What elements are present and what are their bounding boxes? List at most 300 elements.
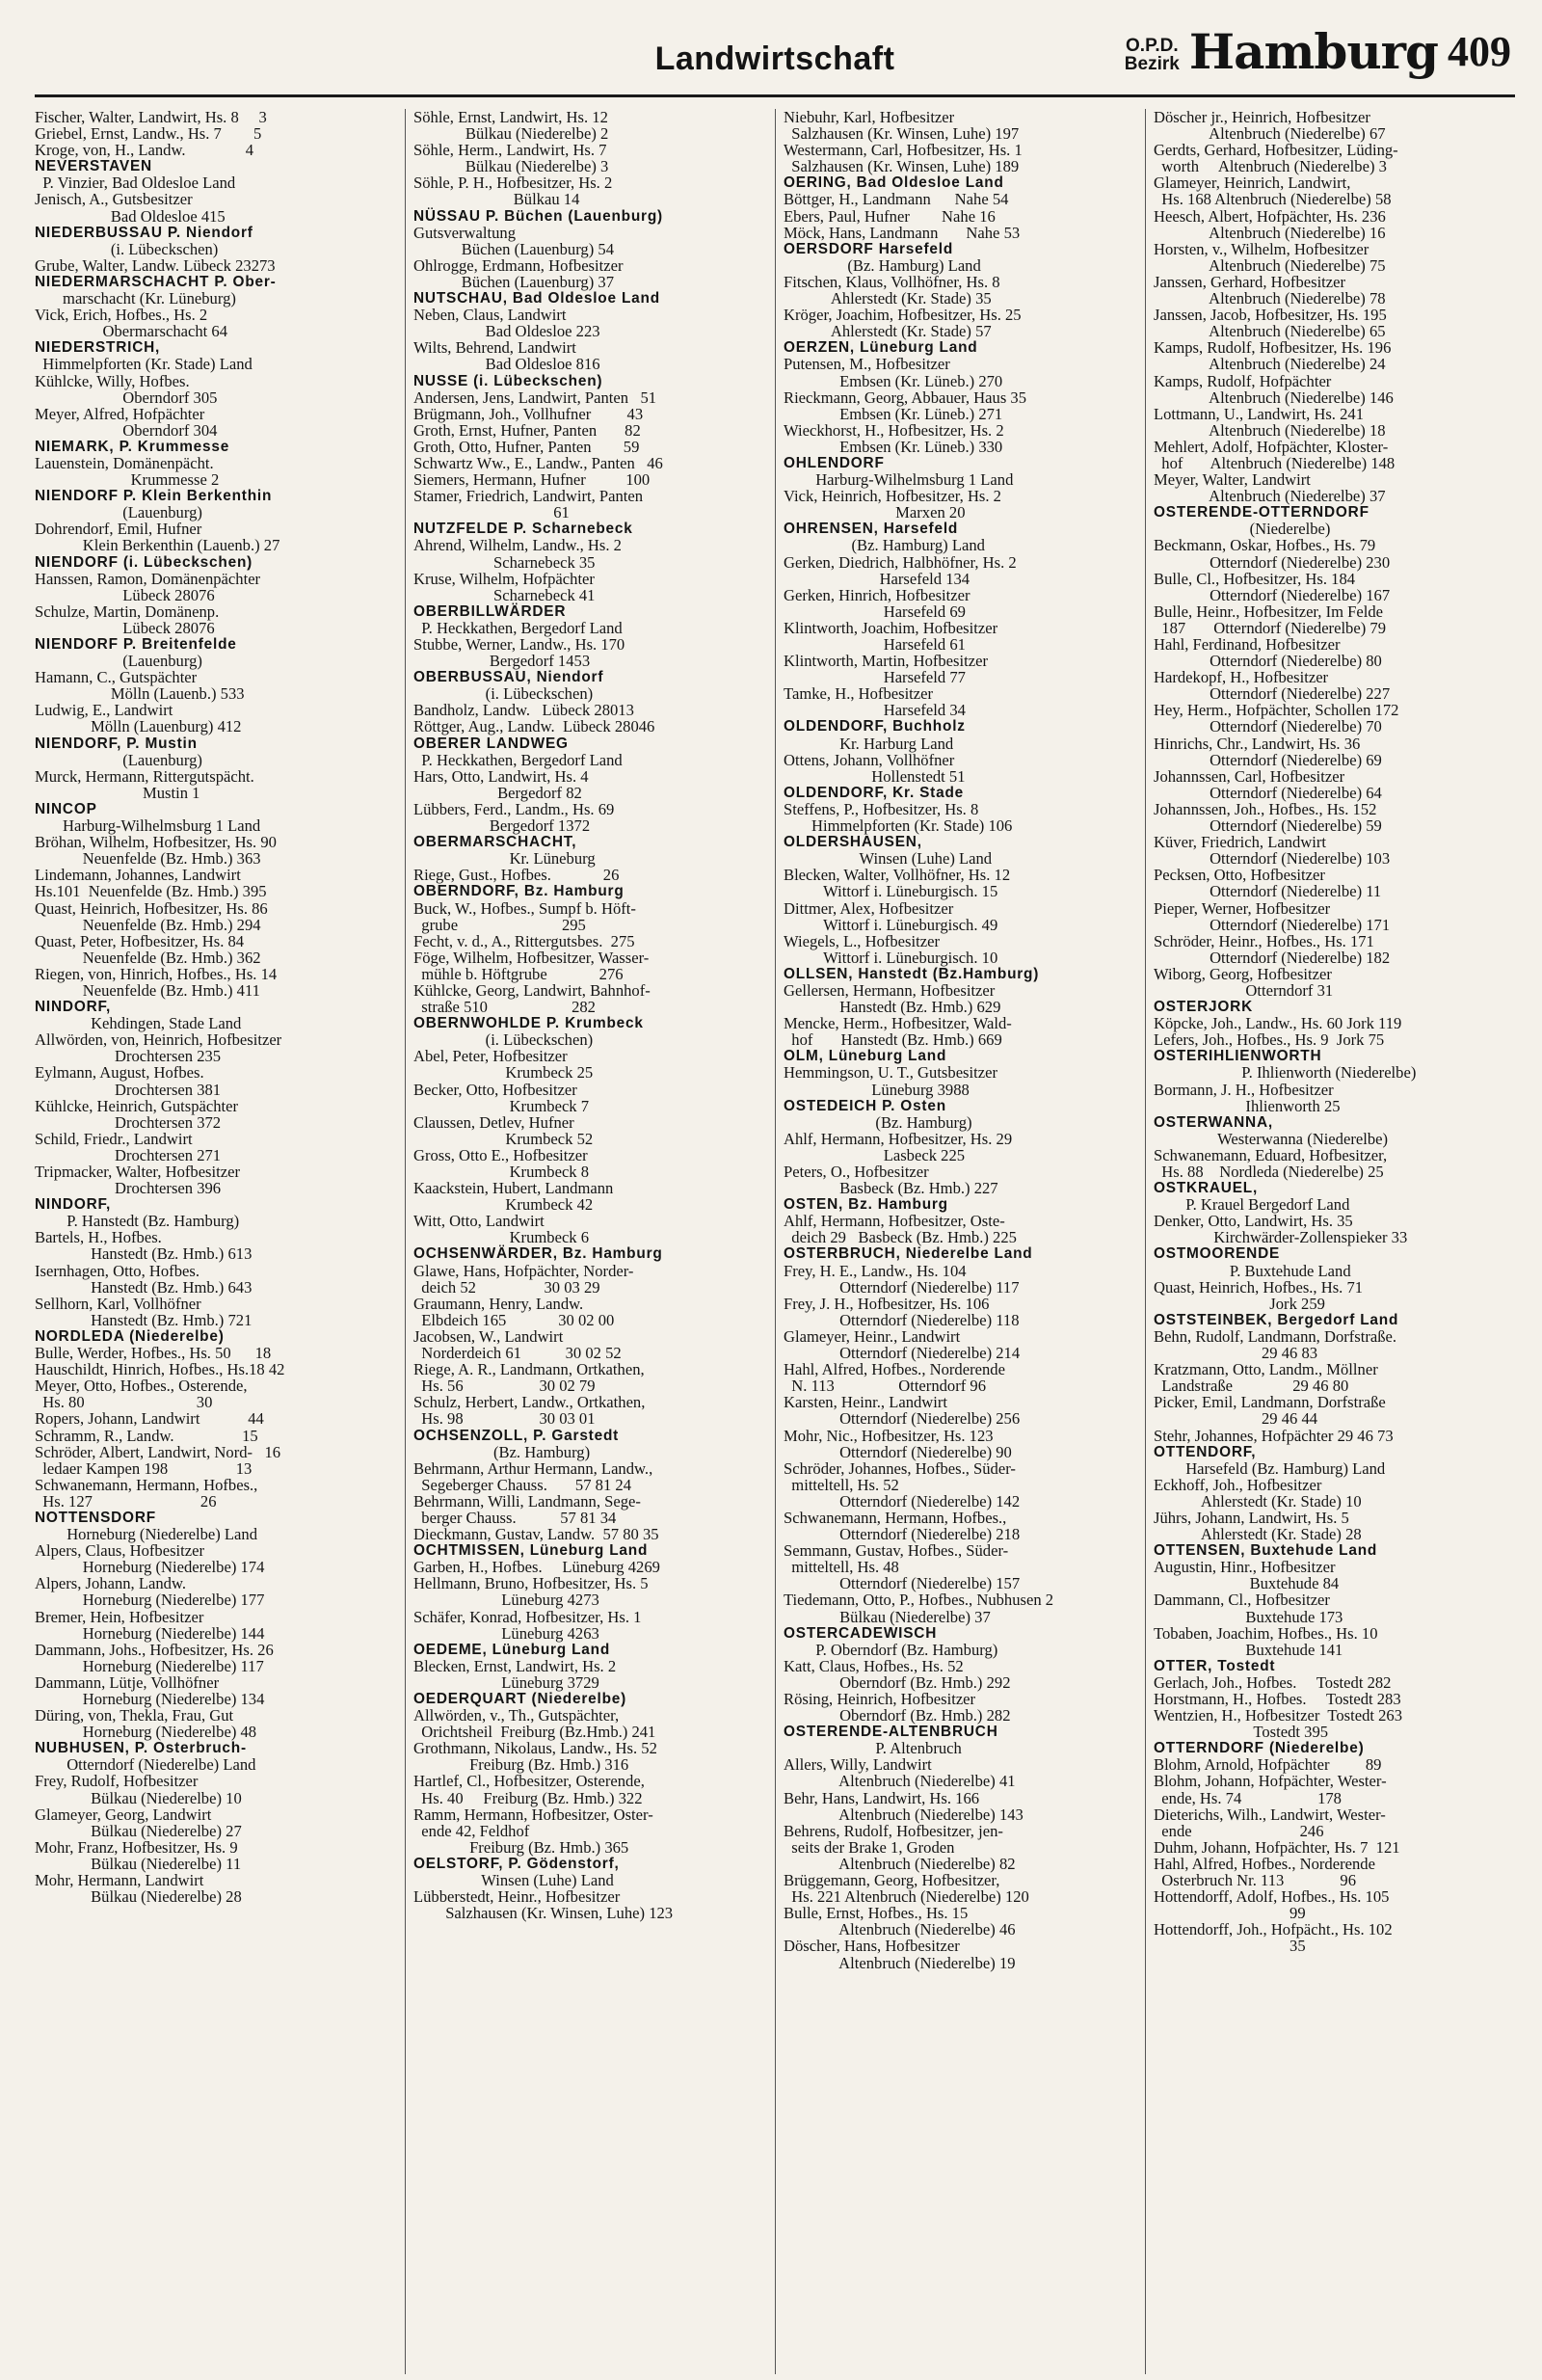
entry-line: Otterndorf (Niederelbe) 142 — [784, 1491, 1021, 1511]
place-heading: OELSTORF, P. Gödenstorf, — [413, 1855, 620, 1872]
entry-line: Alpers, Johann, Landw. — [35, 1574, 186, 1593]
page-number: 409 — [1448, 28, 1511, 75]
entry-line: Elbdeich 165 30 02 00 — [413, 1310, 615, 1329]
entry-line: Vick, Erich, Hofbes., Hs. 2 — [35, 306, 208, 325]
entry-line: Altenbruch (Niederelbe) 75 — [1154, 255, 1386, 275]
entry-line: Otterndorf (Niederelbe) 214 — [784, 1344, 1021, 1363]
place-heading: NIEDERSTRICH, — [35, 339, 161, 357]
entry-line: hof Hanstedt (Bz. Hmb.) 669 — [784, 1030, 1002, 1050]
entry-line: Schwartz Ww., E., Landw., Panten 46 — [413, 453, 663, 472]
entry-line: Alpers, Claus, Hofbesitzer — [35, 1541, 205, 1561]
entry-line: Hs. 127 26 — [35, 1491, 217, 1511]
entry-line: Altenbruch (Niederelbe) 143 — [784, 1805, 1024, 1824]
place-heading: OHLENDORF — [784, 454, 885, 471]
entry-line: Bad Oldesloe 816 — [413, 355, 600, 374]
entry-line: Norderdeich 61 30 02 52 — [413, 1344, 622, 1363]
place-heading: OTTERNDORF (Niederelbe) — [1154, 1740, 1365, 1757]
entry-line: deich 52 30 03 29 — [413, 1277, 600, 1297]
city-name: Hamburg — [1188, 23, 1438, 80]
place-heading: OSTERBRUCH, Niederelbe Land — [784, 1245, 1033, 1263]
entry-line: Himmelpforten (Kr. Stade) 106 — [784, 816, 1013, 836]
entry-line: Duhm, Johann, Hofpächter, Hs. 7 121 — [1154, 1837, 1400, 1857]
entry-line: Oberndorf (Bz. Hmb.) 292 — [784, 1672, 1011, 1692]
entry-line: Horneburg (Niederelbe) 48 — [35, 1723, 257, 1742]
entry-line: Bad Oldesloe 415 — [35, 206, 226, 226]
entry-line: Schröder, Albert, Landwirt, Nord- 16 — [35, 1442, 281, 1461]
entry-line: Katt, Claus, Hofbes., Hs. 52 — [784, 1656, 964, 1675]
entry-line: Altenbruch (Niederelbe) 82 — [784, 1854, 1016, 1873]
entry-line: Söhle, Herm., Landwirt, Hs. 7 — [413, 141, 607, 160]
entry-line: Kruse, Wilhelm, Hofpächter — [413, 569, 595, 588]
entry-line: Jenisch, A., Gutsbesitzer — [35, 190, 193, 209]
entry-line: Ropers, Johann, Landwirt 44 — [35, 1409, 264, 1429]
entry-line: Bülkau 14 — [413, 190, 580, 209]
entry-line: 29 46 83 — [1154, 1344, 1318, 1363]
entry-line: Blecken, Walter, Vollhöfner, Hs. 12 — [784, 866, 1011, 885]
entry-line: Krumbeck 6 — [413, 1228, 590, 1247]
entry-line: Hars, Otto, Landwirt, Hs. 4 — [413, 766, 589, 786]
entry-line: Horneburg (Niederelbe) 117 — [35, 1656, 264, 1675]
entry-line: Hahl, Ferdinand, Hofbesitzer — [1154, 635, 1341, 654]
entry-line: Gerlach, Joh., Hofbes. Tostedt 282 — [1154, 1672, 1392, 1692]
entry-line: Augustin, Hinr., Hofbesitzer — [1154, 1558, 1336, 1577]
entry-line: Allwörden, von, Heinrich, Hofbesitzer — [35, 1030, 282, 1050]
entry-line: Ebers, Paul, Hufner Nahe 16 — [784, 206, 996, 226]
place-heading: NIENDORF (i. Lübeckschen) — [35, 553, 253, 571]
entry-line: Bröhan, Wilhelm, Hofbesitzer, Hs. 90 — [35, 833, 277, 852]
entry-line: Buck, W., Hofbes., Sumpf b. Höft- — [413, 898, 636, 918]
entry-line: Drochtersen 271 — [35, 1145, 222, 1164]
entry-line: Ahrend, Wilhelm, Landw., Hs. 2 — [413, 536, 622, 555]
entry-line: Bormann, J. H., Hofbesitzer — [1154, 1080, 1334, 1099]
entry-line: Gerdts, Gerhard, Hofbesitzer, Lüding- — [1154, 141, 1398, 160]
entry-line: Bergedorf 1453 — [413, 652, 591, 671]
entry-line: Otterndorf (Niederelbe) 167 — [1154, 585, 1391, 604]
place-heading: NEVERSTAVEN — [35, 158, 152, 175]
entry-line: Otterndorf (Niederelbe) Land — [35, 1755, 256, 1775]
entry-line: P. Buxtehude Land — [1154, 1261, 1351, 1280]
entry-line: Wittorf i. Lüneburgisch. 15 — [784, 882, 998, 901]
entry-line: Bülkau (Niederelbe) 11 — [35, 1854, 242, 1873]
entry-line: Bülkau (Niederelbe) 10 — [35, 1788, 242, 1807]
entry-line: Drochtersen 381 — [35, 1080, 222, 1099]
entry-line: Altenbruch (Niederelbe) 41 — [784, 1772, 1016, 1791]
entry-line: Behn, Rudolf, Landmann, Dorfstraße. — [1154, 1326, 1397, 1346]
entry-line: Oberndorf 304 — [35, 420, 218, 440]
entry-line: Janssen, Gerhard, Hofbesitzer — [1154, 272, 1346, 291]
entry-line: Hs.101 Neuenfelde (Bz. Hmb.) 395 — [35, 882, 267, 901]
entry-line: Graumann, Henry, Landw. — [413, 1294, 584, 1313]
entry-line: Freiburg (Bz. Hmb.) 365 — [413, 1837, 629, 1857]
place-heading: NIENDORF, P. Mustin — [35, 735, 198, 752]
place-heading: NINDORF, — [35, 1196, 112, 1214]
entry-line: Lüneburg 4263 — [413, 1623, 599, 1643]
entry-line: Wittorf i. Lüneburgisch. 49 — [784, 915, 998, 934]
entry-line: Mölln (Lauenburg) 412 — [35, 717, 242, 736]
entry-line: Bülkau (Niederelbe) 28 — [35, 1887, 242, 1907]
place-heading: OTTER, Tostedt — [1154, 1657, 1276, 1674]
entry-line: Siemers, Hermann, Hufner 100 — [413, 470, 651, 490]
entry-line: Garben, H., Hofbes. Lüneburg 4269 — [413, 1558, 660, 1577]
entry-line: Ihlienworth 25 — [1154, 1096, 1341, 1115]
entry-line: P. Heckkathen, Bergedorf Land — [413, 618, 623, 637]
entry-line: Altenbruch (Niederelbe) 46 — [784, 1920, 1016, 1939]
entry-line: Bülkau (Niederelbe) 3 — [413, 157, 609, 176]
place-heading: OSTERIHLIENWORTH — [1154, 1048, 1322, 1065]
place-heading: OEDEME, Lüneburg Land — [413, 1641, 611, 1658]
entry-line: Hs. 40 Freiburg (Bz. Hmb.) 322 — [413, 1788, 643, 1807]
entry-line: Röttger, Aug., Landw. Lübeck 28046 — [413, 717, 655, 736]
entry-line: Lefers, Joh., Hofbes., Hs. 9 Jork 75 — [1154, 1030, 1385, 1050]
place-heading: OCHSENZOLL, P. Garstedt — [413, 1427, 620, 1444]
entry-line: Harsefeld 134 — [784, 569, 970, 588]
place-heading: OSTERWANNA, — [1154, 1113, 1273, 1131]
entry-line: Fecht, v. d., A., Rittergutsbes. 275 — [413, 931, 635, 950]
entry-line: Quast, Heinrich, Hofbesitzer, Hs. 86 — [35, 898, 268, 918]
entry-line: Otterndorf (Niederelbe) 118 — [784, 1310, 1020, 1329]
entry-line: Claussen, Detlev, Hufner — [413, 1112, 574, 1132]
place-heading: NINDORF, — [35, 999, 112, 1016]
place-heading: OERING, Bad Oldesloe Land — [784, 174, 1004, 192]
entry-line: (Niederelbe) — [1154, 520, 1331, 539]
entry-line: Otterndorf (Niederelbe) 256 — [784, 1409, 1021, 1429]
entry-line: Riegen, von, Hinrich, Hofbes., Hs. 14 — [35, 964, 278, 983]
entry-line: (Bz. Hamburg) Land — [784, 255, 981, 275]
place-heading: OSTSTEINBEK, Bergedorf Land — [1154, 1311, 1399, 1328]
entry-line: Mehlert, Adolf, Hofpächter, Kloster- — [1154, 437, 1389, 456]
entry-line: Basbeck (Bz. Hmb.) 227 — [784, 1179, 998, 1198]
place-heading: OSTERCADEWISCH — [784, 1624, 938, 1642]
entry-line: Schwanemann, Hermann, Hofbes., — [35, 1475, 258, 1494]
entry-line: (Bz. Hamburg) Land — [784, 536, 985, 555]
entry-line: Bulle, Heinr., Hofbesitzer, Im Felde — [1154, 602, 1384, 621]
entry-line: Bulle, Werder, Hofbes., Hs. 50 18 — [35, 1344, 272, 1363]
bezirk-label: Bezirk — [1124, 54, 1180, 74]
entry-line: Embsen (Kr. Lüneb.) 330 — [784, 437, 1003, 456]
entry-line: Otterndorf (Niederelbe) 69 — [1154, 750, 1382, 769]
entry-line: Tamke, H., Hofbesitzer — [784, 684, 934, 704]
entry-line: Ramm, Hermann, Hofbesitzer, Oster- — [413, 1805, 653, 1824]
entry-line: Behrmann, Willi, Landmann, Sege- — [413, 1491, 641, 1511]
entry-line: Groth, Ernst, Hufner, Panten 82 — [413, 420, 641, 440]
entry-line: Altenbruch (Niederelbe) 18 — [1154, 420, 1386, 440]
entry-line: Lasbeck 225 — [784, 1145, 966, 1164]
entry-line: 61 — [413, 503, 570, 522]
entry-line: Hellmann, Bruno, Hofbesitzer, Hs. 5 — [413, 1574, 649, 1593]
place-heading: NUSSE (i. Lübeckschen) — [413, 372, 603, 389]
entry-line: Mohr, Franz, Hofbesitzer, Hs. 9 — [35, 1837, 238, 1857]
entry-line: Bülkau (Niederelbe) 37 — [784, 1607, 991, 1626]
entry-line: Neuenfelde (Bz. Hmb.) 411 — [35, 980, 260, 1000]
entry-line: Ahlerstedt (Kr. Stade) 28 — [1154, 1525, 1362, 1544]
place-heading: OERSDORF Harsefeld — [784, 240, 954, 257]
entry-line: Altenbruch (Niederelbe) 19 — [784, 1953, 1016, 1972]
entry-line: (Bz. Hamburg) — [784, 1112, 972, 1132]
district-label — [1125, 37, 1180, 79]
place-heading: NUTSCHAU, Bad Oldesloe Land — [413, 290, 660, 308]
place-heading: OSTERJORK — [1154, 999, 1253, 1016]
entry-line: Pieper, Werner, Hofbesitzer — [1154, 898, 1331, 918]
entry-line: Jührs, Johann, Landwirt, Hs. 5 — [1154, 1508, 1349, 1527]
place-heading: OLDERSHAUSEN, — [784, 834, 922, 851]
entry-line: Frey, J. H., Hofbesitzer, Hs. 106 — [784, 1294, 990, 1313]
entry-line: Dammann, Cl., Hofbesitzer — [1154, 1591, 1330, 1610]
entry-line: ende 42, Feldhof — [413, 1821, 530, 1840]
entry-line: Schäfer, Konrad, Hofbesitzer, Hs. 1 — [413, 1607, 642, 1626]
entry-line: Krumbeck 25 — [413, 1063, 594, 1083]
entry-line: ledaer Kampen 198 13 — [35, 1458, 253, 1478]
entry-line: Behr, Hans, Landwirt, Hs. 166 — [784, 1788, 980, 1807]
entry-line: Otterndorf (Niederelbe) 80 — [1154, 652, 1382, 671]
entry-line: N. 113 Otterndorf 96 — [784, 1377, 987, 1396]
entry-line: Grothmann, Nikolaus, Landw., Hs. 52 — [413, 1739, 657, 1758]
entry-line: Söhle, Ernst, Landwirt, Hs. 12 — [413, 109, 608, 126]
entry-line: Kirchwärder-Zollenspieker 33 — [1154, 1228, 1408, 1247]
entry-line: Tripmacker, Walter, Hofbesitzer — [35, 1163, 240, 1181]
entry-line: (Lauenburg) — [35, 503, 202, 522]
entry-line: Bandholz, Landw. Lübeck 28013 — [413, 701, 634, 720]
entry-line: Salzhausen (Kr. Winsen, Luhe) 189 — [784, 157, 1020, 176]
entry-line: Bulle, Cl., Hofbesitzer, Hs. 184 — [1154, 569, 1356, 588]
entry-line: Bulle, Ernst, Hofbes., Hs. 15 — [784, 1904, 969, 1923]
entry-line: Neuenfelde (Bz. Hmb.) 294 — [35, 915, 261, 934]
entry-line: Otterndorf (Niederelbe) 64 — [1154, 783, 1382, 802]
entry-line: Brügmann, Joh., Vollhufner 43 — [413, 404, 644, 423]
entry-line: Otterndorf (Niederelbe) 171 — [1154, 915, 1391, 934]
entry-line: Landstraße 29 46 80 — [1154, 1377, 1349, 1396]
entry-line: Ahlf, Hermann, Hofbesitzer, Oste- — [784, 1212, 1005, 1231]
entry-line: Frey, H. E., Landw., Hs. 104 — [784, 1261, 967, 1280]
entry-line: 187 Otterndorf (Niederelbe) 79 — [1154, 618, 1386, 637]
entry-line: Semmann, Gustav, Hofbes., Süder- — [784, 1541, 1009, 1561]
entry-line: Kamps, Rudolf, Hofbesitzer, Hs. 196 — [1154, 338, 1392, 358]
entry-line: Abel, Peter, Hofbesitzer — [413, 1047, 568, 1066]
entry-line: Marxen 20 — [784, 503, 966, 522]
place-heading: NIENDORF P. Breitenfelde — [35, 636, 237, 653]
entry-line: Hs. 88 Nordleda (Niederelbe) 25 — [1154, 1163, 1384, 1181]
entry-line: Klintworth, Martin, Hofbesitzer — [784, 652, 988, 671]
entry-line: Schröder, Johannes, Hofbes., Süder- — [784, 1458, 1016, 1478]
entry-line: Drochtersen 396 — [35, 1179, 222, 1198]
place-heading: OHRENSEN, Harsefeld — [784, 521, 959, 538]
entry-line: Hardekopf, H., Hofbesitzer — [1154, 668, 1329, 687]
entry-line: Kühlcke, Heinrich, Gutspächter — [35, 1096, 239, 1115]
entry-line: Klintworth, Joachim, Hofbesitzer — [784, 618, 998, 637]
entry-line: Hs. 221 Altenbruch (Niederelbe) 120 — [784, 1887, 1029, 1907]
entry-line: grube 295 — [413, 915, 586, 934]
entry-line: Hey, Herm., Hofpächter, Schollen 172 — [1154, 701, 1399, 720]
entry-line: Neben, Claus, Landwirt — [413, 306, 567, 325]
place-heading: OBERER LANDWEG — [413, 735, 569, 752]
entry-line: Ohlrogge, Erdmann, Hofbesitzer — [413, 255, 624, 275]
entry-line: Wentzien, H., Hofbesitzer Tostedt 263 — [1154, 1706, 1403, 1725]
column-3 — [775, 109, 1145, 2374]
entry-line: Harsefeld 61 — [784, 635, 966, 654]
entry-line: Wilts, Behrend, Landwirt — [413, 338, 576, 358]
entry-line: Hs. 98 30 03 01 — [413, 1409, 596, 1429]
entry-line: Krumbeck 7 — [413, 1096, 590, 1115]
entry-line: Riege, Gust., Hofbes. 26 — [413, 866, 620, 885]
place-heading: OEDERQUART (Niederelbe) — [413, 1691, 627, 1707]
entry-line: Kr. Harburg Land — [784, 734, 954, 753]
entry-line: Scharnebeck 41 — [413, 585, 596, 604]
entry-line: Johannssen, Carl, Hofbesitzer — [1154, 766, 1345, 786]
entry-line: Klein Berkenthin (Lauenb.) 27 — [35, 536, 280, 555]
entry-line: mühle b. Höftgrube 276 — [413, 964, 624, 983]
entry-line: Otterndorf (Niederelbe) 90 — [784, 1442, 1012, 1461]
entry-line: Lübbers, Ferd., Landm., Hs. 69 — [413, 799, 615, 818]
entry-line: Karsten, Heinr., Landwirt — [784, 1393, 948, 1412]
entry-line: Otterndorf (Niederelbe) 182 — [1154, 948, 1391, 967]
place-heading: OCHSENWÄRDER, Bz. Hamburg — [413, 1245, 663, 1263]
entry-line: Himmelpforten (Kr. Stade) Land — [35, 355, 253, 374]
place-heading: NÜSSAU P. Büchen (Lauenburg) — [413, 207, 663, 225]
entry-line: Tobaben, Joachim, Hofbes., Hs. 10 — [1154, 1623, 1378, 1643]
entry-line: Ahlerstedt (Kr. Stade) 57 — [784, 322, 992, 341]
entry-line: Döscher jr., Heinrich, Hofbesitzer — [1154, 109, 1370, 126]
entry-line: Freiburg (Bz. Hmb.) 316 — [413, 1755, 629, 1775]
entry-line: Stehr, Johannes, Hofpächter 29 46 73 — [1154, 1426, 1394, 1445]
entry-line: Hartlef, Cl., Hofbesitzer, Osterende, — [413, 1772, 645, 1791]
entry-line: hof Altenbruch (Niederelbe) 148 — [1154, 453, 1396, 472]
entry-line: Segeberger Chauss. 57 81 24 — [413, 1475, 631, 1494]
entry-line: ende 246 — [1154, 1821, 1324, 1840]
entry-line: Lübberstedt, Heinr., Hofbesitzer — [413, 1887, 621, 1907]
column-1 — [35, 109, 405, 2374]
entry-line: Lindemann, Johannes, Landwirt — [35, 866, 241, 885]
entry-line: Hottendorff, Adolf, Hofbes., Hs. 105 — [1154, 1887, 1390, 1907]
entry-line: Dohrendorf, Emil, Hufner — [35, 520, 202, 539]
entry-line: Altenbruch (Niederelbe) 67 — [1154, 124, 1386, 144]
entry-line: Harburg-Wilhelmsburg 1 Land — [35, 816, 261, 836]
entry-line: P. Krauel Bergedorf Land — [1154, 1195, 1350, 1215]
place-heading: OBERNWOHLDE P. Krumbeck — [413, 1015, 644, 1032]
directory-columns — [35, 109, 1515, 2374]
entry-line: Oberndorf 305 — [35, 388, 218, 407]
entry-line: Otterndorf (Niederelbe) 218 — [784, 1525, 1021, 1544]
entry-line: Köpcke, Joh., Landw., Hs. 60 Jork 119 — [1154, 1014, 1402, 1033]
entry-line: Bergedorf 1372 — [413, 816, 591, 836]
entry-line: Riege, A. R., Landmann, Ortkathen, — [413, 1360, 645, 1379]
entry-line: Stubbe, Werner, Landw., Hs. 170 — [413, 635, 625, 654]
entry-line: Otterndorf (Niederelbe) 103 — [1154, 849, 1391, 869]
entry-line: Behrmann, Arthur Hermann, Landw., — [413, 1458, 653, 1478]
entry-line: Ludwig, E., Landwirt — [35, 701, 173, 720]
entry-line: (Lauenburg) — [35, 652, 202, 671]
entry-line: Kehdingen, Stade Land — [35, 1014, 242, 1033]
entry-line: Bremer, Hein, Hofbesitzer — [35, 1607, 204, 1626]
entry-line: Küver, Friedrich, Landwirt — [1154, 833, 1327, 852]
entry-line: Allwörden, v., Th., Gutspächter, — [413, 1706, 620, 1725]
entry-line: Horneburg (Niederelbe) 177 — [35, 1591, 265, 1610]
entry-line: Harsefeld 69 — [784, 602, 966, 621]
entry-line: Quast, Heinrich, Hofbes., Hs. 71 — [1154, 1277, 1364, 1297]
entry-line: Lübeck 28076 — [35, 585, 215, 604]
entry-line: Steffens, P., Hofbesitzer, Hs. 8 — [784, 799, 979, 818]
entry-line: Behrens, Rudolf, Hofbesitzer, jen- — [784, 1821, 1003, 1840]
entry-line: Blohm, Arnold, Hofpächter 89 — [1154, 1755, 1382, 1775]
entry-line: Mustin 1 — [35, 783, 200, 802]
entry-line: Denker, Otto, Landwirt, Hs. 35 — [1154, 1212, 1353, 1231]
entry-line: Glawe, Hans, Hofpächter, Norder- — [413, 1261, 634, 1280]
entry-line: Schröder, Heinr., Hofbes., Hs. 171 — [1154, 931, 1374, 950]
place-heading: OTTENSEN, Buxtehude Land — [1154, 1542, 1378, 1560]
place-heading: NUTZFELDE P. Scharnebeck — [413, 521, 633, 538]
entry-line: Hottendorff, Joh., Hofpächt., Hs. 102 — [1154, 1920, 1393, 1939]
entry-line: Kaackstein, Hubert, Landmann — [413, 1179, 614, 1198]
entry-line: 29 46 44 — [1154, 1409, 1318, 1429]
entry-line: Obermarschacht 64 — [35, 322, 227, 341]
entry-line: Drochtersen 372 — [35, 1112, 222, 1132]
place-heading: OBERNDORF, Bz. Hamburg — [413, 883, 625, 900]
entry-line: P. Altenbruch — [784, 1739, 962, 1758]
entry-line: Vick, Heinrich, Hofbesitzer, Hs. 2 — [784, 487, 1001, 506]
entry-line: Horneburg (Niederelbe) Land — [35, 1525, 257, 1544]
entry-line: Jacobsen, W., Landwirt — [413, 1326, 564, 1346]
place-heading: OBERBUSSAU, Niendorf — [413, 669, 604, 686]
entry-line: P. Ihlienworth (Niederelbe) — [1154, 1063, 1417, 1083]
entry-line: Lottmann, U., Landwirt, Hs. 241 — [1154, 404, 1364, 423]
entry-line: Harburg-Wilhelmsburg 1 Land — [784, 470, 1014, 490]
entry-line: Wieckhorst, H., Hofbesitzer, Hs. 2 — [784, 420, 1004, 440]
entry-line: Hamann, C., Gutspächter — [35, 668, 198, 687]
column-2 — [405, 109, 775, 2374]
entry-line: (Bz. Hamburg) — [413, 1442, 591, 1461]
entry-line: Schramm, R., Landw. 15 — [35, 1426, 258, 1445]
place-heading: OSTERENDE-OTTERNDORF — [1154, 504, 1369, 521]
entry-line: Hanstedt (Bz. Hmb.) 721 — [35, 1310, 253, 1329]
place-heading: OLLSEN, Hanstedt (Bz.Hamburg) — [784, 965, 1040, 982]
entry-line: Scharnebeck 35 — [413, 552, 596, 572]
entry-line: Fischer, Walter, Landwirt, Hs. 8 3 — [35, 109, 267, 126]
entry-line: Allers, Willy, Landwirt — [784, 1755, 932, 1775]
entry-line: Horneburg (Niederelbe) 174 — [35, 1558, 265, 1577]
entry-line: Griebel, Ernst, Landw., Hs. 7 5 — [35, 124, 262, 144]
entry-line: Schulze, Martin, Domänenp. — [35, 602, 220, 621]
entry-line: Dieckmann, Gustav, Landw. 57 80 35 — [413, 1525, 659, 1544]
entry-line: Gellersen, Hermann, Hofbesitzer — [784, 980, 996, 1000]
entry-line: Schwanemann, Eduard, Hofbesitzer, — [1154, 1145, 1388, 1164]
entry-line: Andersen, Jens, Landwirt, Panten 51 — [413, 388, 657, 407]
entry-line: Bülkau (Niederelbe) 2 — [413, 124, 609, 144]
section-title: Landwirtschaft — [654, 40, 895, 77]
entry-line: Kroge, von, H., Landw. 4 — [35, 141, 254, 160]
entry-line: Altenbruch (Niederelbe) 78 — [1154, 289, 1386, 308]
entry-line: Pecksen, Otto, Hofbesitzer — [1154, 866, 1325, 885]
place-heading: OERZEN, Lüneburg Land — [784, 339, 978, 357]
entry-line: Murck, Hermann, Rittergutspächt. — [35, 766, 254, 786]
entry-line: Kröger, Joachim, Hofbesitzer, Hs. 25 — [784, 306, 1022, 325]
entry-line: Hanstedt (Bz. Hmb.) 643 — [35, 1277, 253, 1297]
place-heading: NINCOP — [35, 800, 97, 817]
entry-line: Döscher, Hans, Hofbesitzer — [784, 1937, 960, 1956]
column-4 — [1145, 109, 1515, 2374]
entry-line: Tiedemann, Otto, P., Hofbes., Nubhusen 2 — [784, 1591, 1054, 1610]
entry-line: Horsten, v., Wilhelm, Hofbesitzer — [1154, 239, 1369, 258]
entry-line: Hinrichs, Chr., Landwirt, Hs. 36 — [1154, 734, 1361, 753]
entry-line: Hs. 80 30 — [35, 1393, 213, 1412]
entry-line: Kühlcke, Willy, Hofbes. — [35, 371, 190, 390]
entry-line: Lüneburg 3988 — [784, 1080, 970, 1099]
entry-line: Hemmingson, U. T., Gutsbesitzer — [784, 1063, 997, 1083]
entry-line: (i. Lübeckschen) — [413, 684, 594, 704]
place-heading: OTTENDORF, — [1154, 1443, 1257, 1460]
entry-line: Schwanemann, Hermann, Hofbes., — [784, 1508, 1007, 1527]
entry-line: Dammann, Lütje, Vollhöfner — [35, 1672, 220, 1692]
entry-line: Gerken, Diedrich, Halbhöfner, Hs. 2 — [784, 552, 1017, 572]
entry-line: Fitschen, Klaus, Vollhöfner, Hs. 8 — [784, 272, 1000, 291]
entry-line: Stamer, Friedrich, Landwirt, Panten — [413, 487, 644, 506]
